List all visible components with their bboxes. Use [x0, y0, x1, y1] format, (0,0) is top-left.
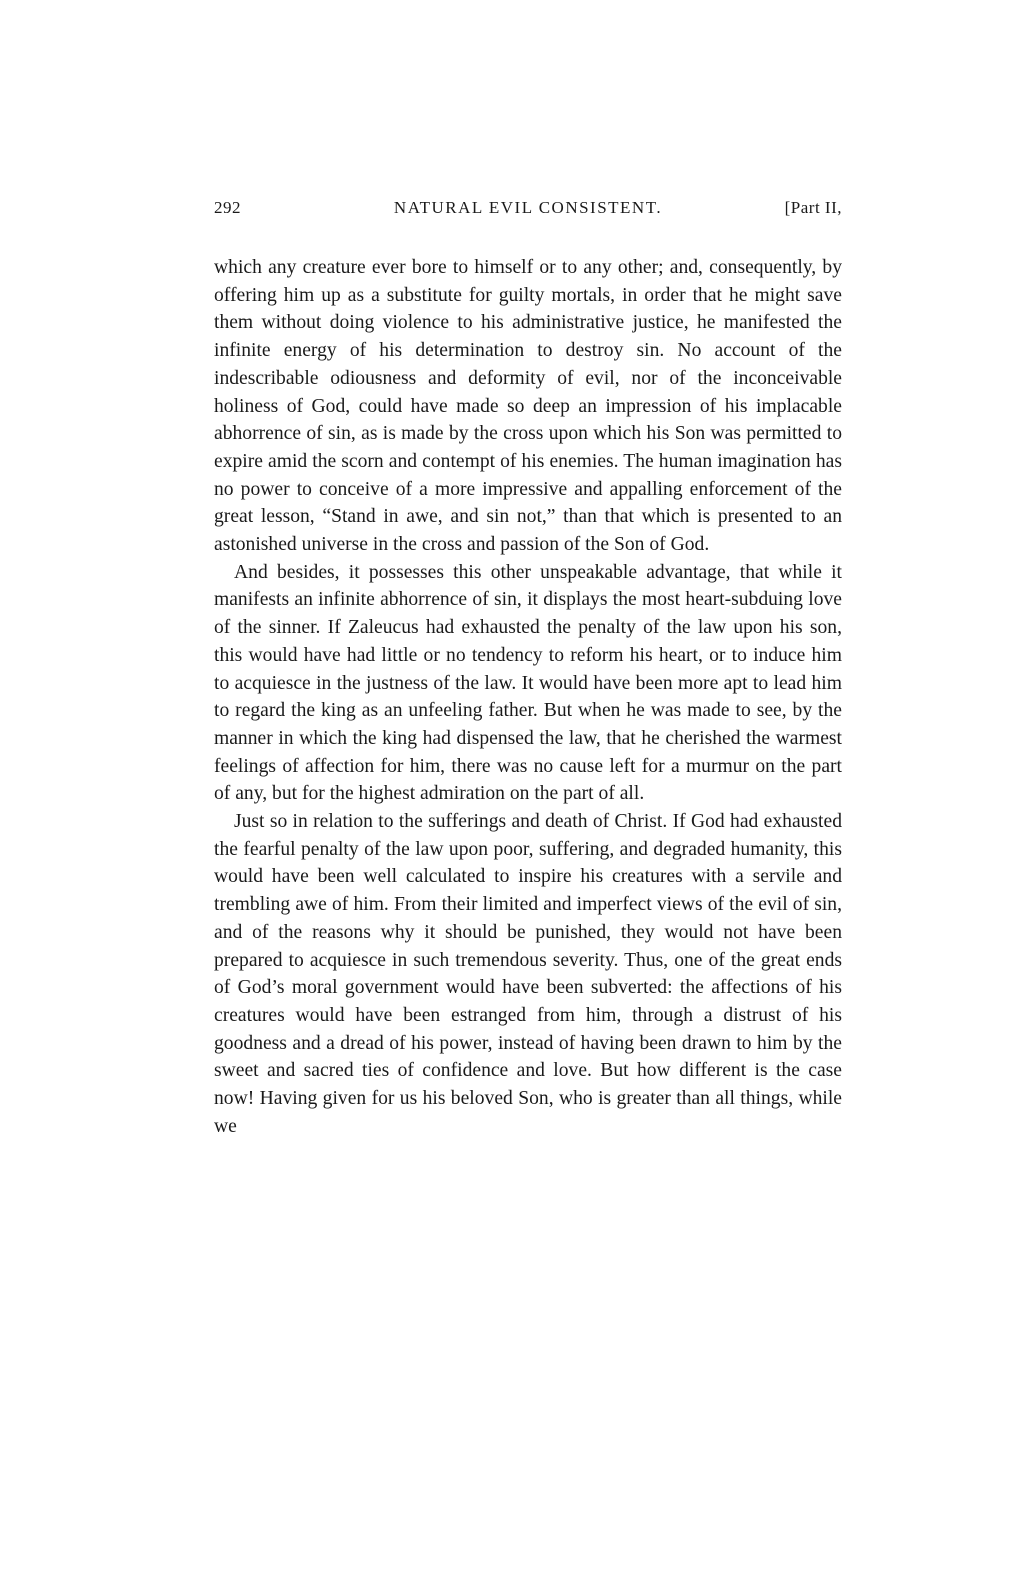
part-label: [Part II, [784, 198, 842, 217]
running-title: NATURAL EVIL CONSISTENT. [393, 198, 663, 217]
book-page [214, 198, 842, 1141]
paragraph-continuation: which any creature ever bore to himself or to any other; and, consequently, by offering him up as a substitute for guilty mortals, in order that he might save them without doing violence to his administrative justice, he manifested the infinite energy of his determination to destroy sin. No account of the indescribable odiousness and deformity of evil, nor of the inconceivable holiness of God, could have made so deep an impression of his implacable abhorrence of sin, as is made by the cross upon which his Son was permitted to expire amid the scorn and contempt of his enemies. The human imagination has no power to conceive of a more impressive and appalling enforcement of the great lesson, “Stand in awe, and sin not,” than that which is presented to an astonished universe in the cross and passion of the Son of God. [214, 257, 842, 556]
paragraph-christ: Just so in relation to the sufferings and death of Christ. If God had exhausted the fearful penalty of the law upon poor, suffering, and degraded humanity, this would have been well calculated to inspire his creatures with a servile and trembling awe of him. From their limited and imperfect views of the evil of sin, and of the reasons why it should be punished, they would not have been prepared to acquiesce in such tremendous severity. Thus, one of the great ends of God’s moral government would have been subverted: the affections of his creatures would have been estranged from him, through a distrust of his goodness and a dread of his power, instead of having been drawn to him by the sweet and sacred ties of confidence and love. But how different is the case now! Having given for us his beloved Son, who is greater than all things, while we [214, 811, 842, 1137]
page-number: 292 [214, 198, 241, 217]
running-head [214, 198, 842, 224]
body-text [214, 254, 842, 1141]
paragraph-zaleucus: And besides, it possesses this other unspeakable advantage, that while it manifests an infinite abhorrence of sin, it displays the most heart-subduing love of the sinner. If Zaleucus had exhausted the penalty of the law upon his son, this would have had little or no tendency to reform his heart, or to induce him to acquiesce in the justness of the law. It would have been more apt to lead him to regard the king as an unfeeling father. But when he was made to see, by the manner in which the king had dispensed the law, that he cherished the warmest feelings of affection for him, there was no cause left for a murmur on the part of any, but for the highest admiration on the part of all. [214, 561, 842, 805]
